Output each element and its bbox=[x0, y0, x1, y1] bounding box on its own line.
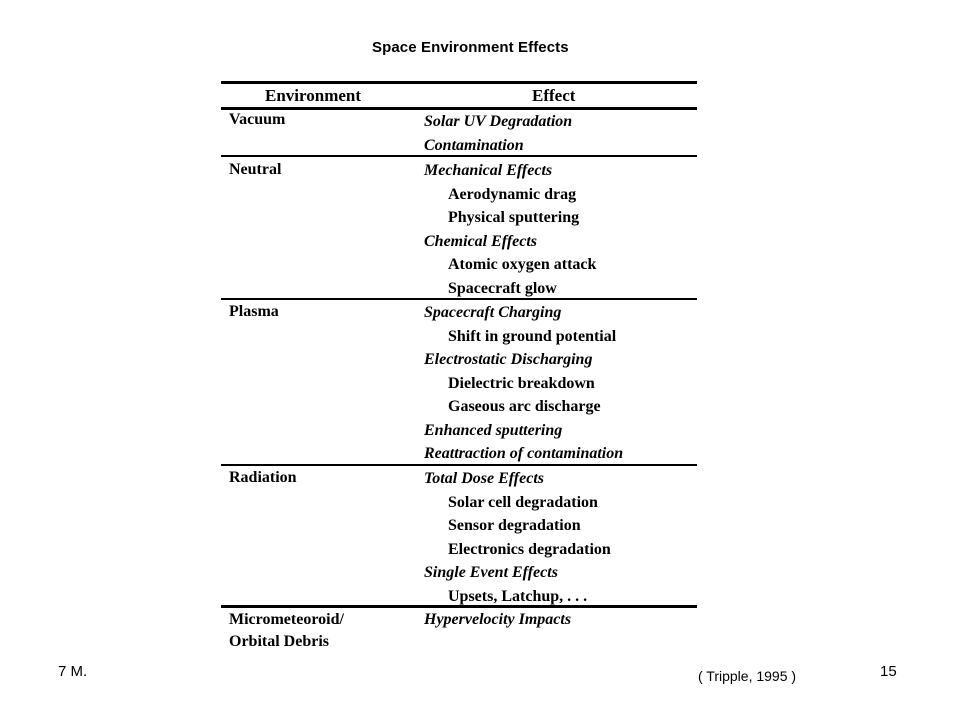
citation: ( Tripple, 1995 ) bbox=[698, 668, 797, 684]
effect-line: Solar cell degradation bbox=[448, 493, 598, 511]
effect-line: Sensor degradation bbox=[448, 517, 581, 534]
effect-line: Chemical Effects bbox=[424, 232, 538, 250]
effect-line: Enhanced sputtering bbox=[424, 421, 563, 439]
table-title: Space Environment Effects bbox=[372, 39, 569, 56]
row-divider bbox=[221, 298, 697, 300]
effect-line: Electronics degradation bbox=[448, 540, 611, 558]
effect-line: Atomic oxygen attack bbox=[448, 256, 597, 273]
effect-line: Gaseous arc discharge bbox=[448, 398, 601, 415]
effect-line: Spacecraft Charging bbox=[424, 304, 562, 321]
effect-line: Upsets, Latchup, . . . bbox=[448, 587, 588, 605]
effects-micrometeoroid bbox=[424, 608, 571, 632]
effect-line: Aerodynamic drag bbox=[448, 185, 577, 203]
env-neutral: Neutral bbox=[229, 161, 282, 178]
env-vacuum: Vacuum bbox=[229, 111, 286, 128]
effects-neutral bbox=[424, 159, 596, 300]
effect-line: Dielectric breakdown bbox=[448, 374, 595, 392]
effect-line: Reattraction of contamination bbox=[424, 445, 624, 462]
effect-line: Single Event Effects bbox=[424, 564, 558, 581]
effect-line: Physical sputtering bbox=[448, 209, 580, 226]
effects-plasma bbox=[424, 301, 623, 466]
effect-line: Mechanical Effects bbox=[424, 162, 553, 179]
effect-line: Solar UV Degradation bbox=[424, 113, 573, 130]
effect-line: Total Dose Effects bbox=[424, 470, 544, 487]
page-number: 15 bbox=[880, 663, 897, 680]
env-micrometeoroid: Micrometeoroid/ Orbital Debris bbox=[229, 611, 344, 650]
env-radiation: Radiation bbox=[229, 469, 297, 486]
row-divider bbox=[221, 464, 697, 466]
row-divider bbox=[221, 155, 697, 157]
table-top-rule bbox=[221, 81, 697, 84]
effect-line: Spacecraft glow bbox=[448, 279, 557, 297]
effect-line: Electrostatic Discharging bbox=[424, 351, 593, 368]
effects-radiation bbox=[424, 467, 611, 608]
effect-line: Shift in ground potential bbox=[448, 327, 617, 345]
effects-vacuum bbox=[424, 110, 572, 157]
header-effect: Effect bbox=[532, 86, 576, 105]
effect-line: Hypervelocity Impacts bbox=[424, 611, 572, 628]
footer-left-text: 7 M. bbox=[58, 663, 88, 680]
effect-line: Contamination bbox=[424, 136, 524, 154]
header-environment: Environment bbox=[265, 86, 362, 105]
env-plasma: Plasma bbox=[229, 303, 279, 320]
